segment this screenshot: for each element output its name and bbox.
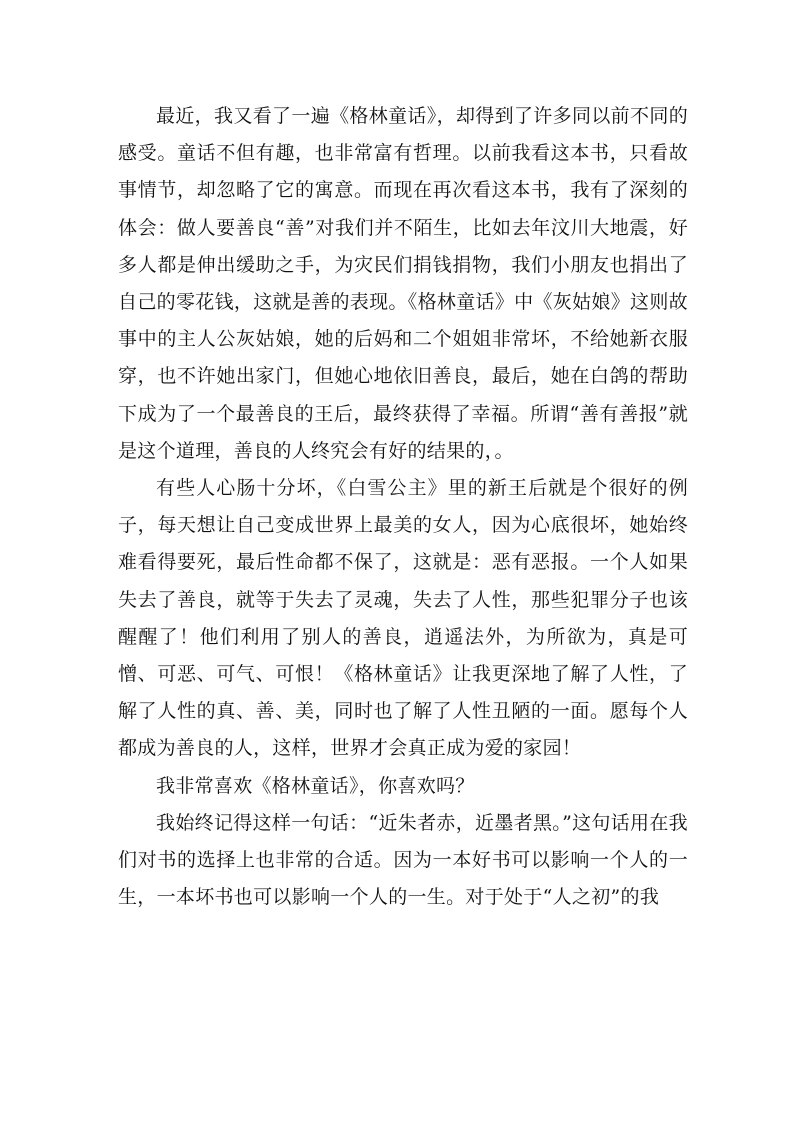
paragraph-do-you-like: 我非常喜欢《格林童话》，你喜欢吗？: [156, 774, 475, 797]
document-body: [118, 98, 688, 916]
paragraph-evil-punished: 有些人心肠十分坏，《白雪公主》里的新王后就是个很好的例子，每天想让自己变成世界上最美的女人，因为心底很坏，她始终难看得要死，最后性命都不保了，这就是：恶有恶报。一个人如果失去了善良，就等于失去了灵魂，失去了人性，那些犯罪分子也该醒醒了！他们利用了别人的善良，逍遥法外，为所欲为，真是可憎、可恶、可气、可恨！《格林童话》让我更深地了解了人性，了解了人性的真、善、美，同时也了解了人性丑陋的一面。愿每个人都成为善良的人，这样，世界才会真正成为爱的家园！: [118, 477, 688, 760]
paragraph-grimm-kindness: 最近，我又看了一遍《格林童话》，却得到了许多同以前不同的感受。童话不但有趣，也非常富有哲理。以前我看这本书，只看故事情节，却忽略了它的寓意。而现在再次看这本书，我有了深刻的体会：做人要善良“善”对我们并不陌生，比如去年汶川大地震，好多人都是伸出缓助之手，为灾民们捐钱捐物，我们小朋友也捐出了自己的零花钱，这就是善的表现。《格林童话》中《灰姑娘》这则故事中的主人公灰姑娘，她的后妈和二个姐姐非常坏，不给她新衣服穿，也不许她出家门，但她心地依旧善良，最后，她在白鸽的帮助下成为了一个最善良的王后，最终获得了幸福。所谓“善有善报”就是这个道理，善良的人终究会有好的结果的，。: [118, 105, 688, 462]
paragraph-book-choice: 我始终记得这样一句话：“近朱者赤，近墨者黑。”这句话用在我们对书的选择上也非常的合适。因为一本好书可以影响一个人的一生，一本坏书也可以影响一个人的一生。对于处于“人之初”的我: [118, 811, 688, 909]
